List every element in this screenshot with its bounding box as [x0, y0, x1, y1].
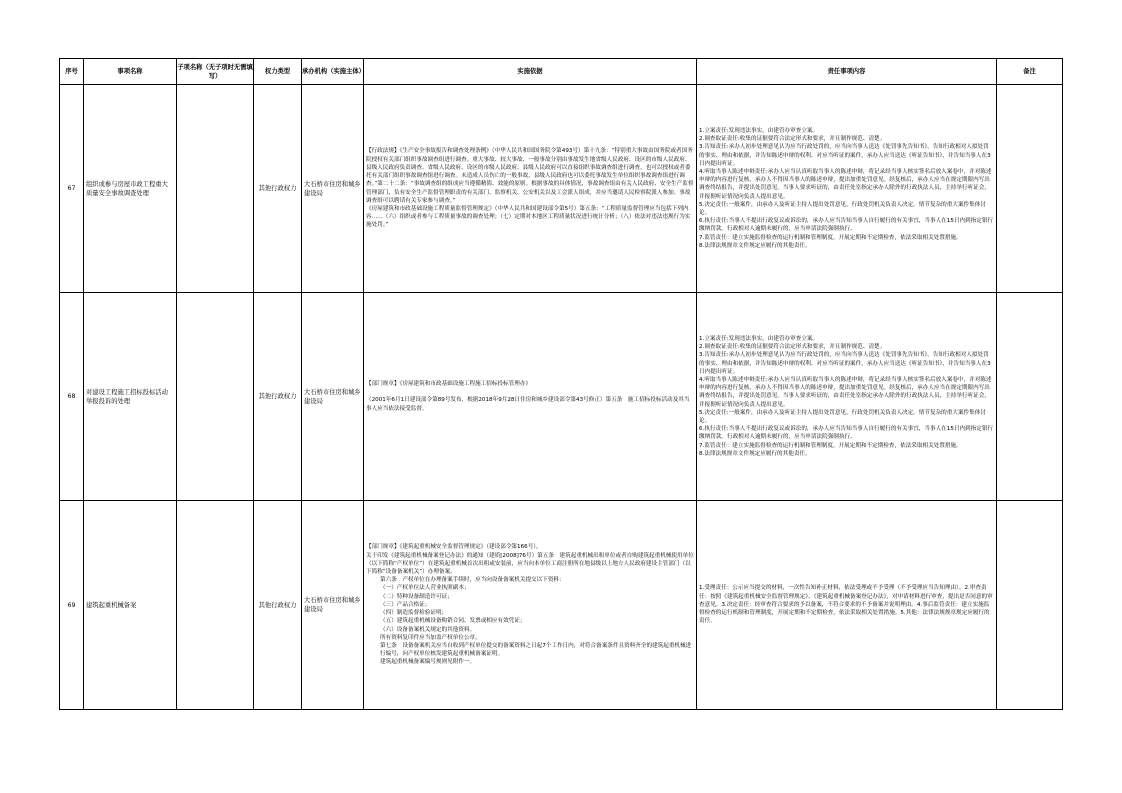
cell-agency: 大石桥市住房和城乡建设局: [302, 85, 364, 293]
cell-remark: [997, 85, 1063, 293]
basis-paragraph: 【部门规章】《建筑起重机械安全监督管理规定》（建设部令第166号），: [366, 544, 542, 551]
duty-item: 1.立案责任:发现违法事实，由建管办审查立案。: [699, 335, 819, 342]
duty-item: 6.执行责任:当事人不提出行政复议或诉讼的，承办人应当告知当事人自行履行的有关事宜，当事人在15日内到指定银行缴纳罚款。行政相对人逾期未履行的，应当申请法院强制执行。: [699, 426, 994, 441]
cell-basis: [364, 85, 697, 293]
cell-agency: 大石桥市住房和城乡建设局: [302, 501, 364, 710]
cell-item-name: 组织或参与房屋市政工程重大质量安全事故调查处理: [84, 85, 177, 293]
cell-sub-item: [177, 85, 254, 293]
header-row: [60, 59, 1063, 85]
header-basis: 实施依据: [364, 59, 697, 85]
cell-power-type: 其他行政权力: [254, 501, 302, 710]
basis-paragraph: 【行政法规】《生产安全事故报告和调查处理条例》（中华人民共和国国务院令第493号）第十九条：“特别重大事故由国务院或者国务院授权有关部门组织事故调查组进行调查。重大事故、较大事故、一般事故分别由事故发生地省级人民政府、设区的市级人民政府、县级人民政府负责调查。省级人民政府、设区的市级人民政府、县级人民政府可以直接组织事故调查组进行调查，也可以授权或者委托有关部门组织事故调查组进行调查。未造成人员伤亡的一般事故，县级人民政府也可以委托事故发生单位组织事故调查组进行调查。”第二十二条：“事故调查组的组成应当遵循精简、效能的原则。根据事故的具体情况，事故调查组由有关人民政府、安全生产监督管理部门、负有安全生产监督管理职责的有关部门、监察机关、公安机关以及工会派人组成，并应当邀请人民检察院派人参加。事故调查组可以聘请有关专家参与调查。”: [366, 148, 694, 204]
cell-agency: 大石桥市住房和城乡建设局: [302, 293, 364, 501]
cell-remark: [997, 293, 1063, 501]
duty-item: 1.立案责任:发现违法事实，由建管办审查立案。: [699, 127, 819, 134]
header-remark: 备注: [997, 59, 1063, 85]
basis-list-item: （二）特种设备制造许可证；: [380, 593, 453, 600]
duty-item: 6.执行责任:当事人不提出行政复议或诉讼的，承办人应当告知当事人自行履行的有关事宜，当事人在15日内到指定银行缴纳罚款。行政相对人逾期未履行的，应当申请法院强制执行。: [699, 218, 994, 233]
table-row: [60, 501, 1063, 710]
cell-basis: [364, 293, 697, 501]
header-duties: 责任事项内容: [697, 59, 997, 85]
header-sub-item: 子项名称（无子项时无需填写）: [177, 59, 254, 85]
basis-paragraph: 所有资料复印件应当加盖产权单位公章。: [380, 634, 481, 641]
table-row: [60, 293, 1063, 501]
cell-item-name: 对建设工程施工招标投标活动举报投诉的处理: [84, 293, 177, 501]
header-seq: 序号: [60, 59, 84, 85]
cell-item-name: 建筑起重机械备案: [84, 501, 177, 710]
duty-item: 3.告知责任:承办人初步处理意见认为应当行政处罚的，应当向当事人送达《处罚事先告知书》，告知行政相对人拟处罚的事实、理由和依据，并告知陈述申辩的权利。对应当听证的案件，承办人应当送达《听证告知书》，并告知当事人在3日内提出听证。: [699, 352, 991, 375]
cell-duties: [697, 85, 997, 293]
basis-paragraph: 【部门规章】《房屋建筑和市政基础设施工程施工招标投标管理办》: [366, 381, 532, 388]
duty-item: 5.决定责任:一般案件，由承办人及听证主持人提出处罚意见，行政处罚机关负责人决定。情节复杂的重大案件集体讨论。: [699, 201, 986, 216]
cell-remark: [997, 501, 1063, 710]
duty-item: 3.告知责任:承办人初步处理意见认为应当行政处罚的，应当向当事人送达《处罚事先告知书》，告知行政相对人拟处罚的事实、理由和依据，并告知陈述申辩的权利。对应当听证的案件，承办人应当送达《听证告知书》，并告知当事人在3日内提出听证。: [699, 144, 991, 167]
duty-item: 7.监管责任：建立实施监督检查的运行机制和管理制度，开展定期和不定期检查，依法采取相关处置措施。: [699, 442, 962, 449]
cell-power-type: 其他行政权力: [254, 293, 302, 501]
table-row: [60, 85, 1063, 293]
cell-power-type: 其他行政权力: [254, 85, 302, 293]
header-power-type: 权力类型: [254, 59, 302, 85]
header-item-name: 事项名称: [84, 59, 177, 85]
basis-paragraph: 第七条 设备备案机关应当自收到产权单位提交的备案资料之日起7个工作日内，对符合备案条件且资料齐全的建筑起重机械进行编号，向产权单位核发建筑起重机械备案证明。: [380, 642, 692, 658]
duty-item: 4.听取当事人陈述申辩责任:承办人应当认真听取当事人的陈述申辩，将记录经当事人核实签名后放入案卷中，并对陈述申辩的内容进行复核，承办人不得因当事人的陈述申辩，提出加重处罚意见。经复核后，承办人应当在规定期限内写出调查终结报告，并提出处罚意见。当事人要求听证的，由责任处室指定承办人除外的行政执法人员，主持举行听证会，并报据听证情况向负责人提出意见。: [699, 168, 992, 200]
responsibility-table: [59, 58, 1063, 710]
basis-paragraph: 建筑起重机械备案编号规则见附件一。: [380, 659, 476, 666]
basis-list-item: （四）制造监督检验证明；: [380, 610, 448, 617]
duty-item: 2.调查取证责任:收集的证据要符合法定形式和要求，并且制作规范、清楚。: [699, 344, 886, 351]
basis-paragraph: 《房屋建筑和市政基础设施工程质量监督管理规定》（中华人民共和国建设部令第5号）第五条：“工程质量监督管理应当包括下列内容……（六）组织或者参与工程质量事故的调查处理；（七）定期对本地区工程质量状况进行统计分析；（八）依法对违法违规行为实施处罚。”: [366, 205, 691, 229]
basis-list-item: （五）建筑起重机械设备购销合同、发票或相应有效凭证；: [380, 618, 526, 625]
duty-item: 4.听取当事人陈述申辩责任:承办人应当认真听取当事人的陈述申辩，将记录经当事人核实签名后放入案卷中，并对陈述申辩的内容进行复核，承办人不得因当事人的陈述申辩，提出加重处罚意见。经复核后，承办人应当在规定期限内写出调查终结报告，并提出处罚意见。当事人要求听证的，由责任处室指定承办人除外的行政执法人员，主持举行听证会，并报据听证情况向负责人提出意见。: [699, 376, 992, 408]
basis-list-item: （一）产权单位法人营业执照副本；: [380, 585, 470, 592]
cell-basis: [364, 501, 697, 710]
cell-sub-item: [177, 501, 254, 710]
header-agency: 承办机构（实施主体）: [302, 59, 364, 85]
cell-seq: 67: [60, 85, 84, 293]
cell-duties: [697, 293, 997, 501]
basis-paragraph: 第六条 产权单位在办理备案手续时，应当向设备备案机关提交以下资料：: [380, 577, 565, 584]
cell-seq: 69: [60, 501, 84, 710]
cell-sub-item: [177, 293, 254, 501]
basis-list-item: （六）设备备案机关规定的其他资料。: [380, 626, 476, 633]
cell-seq: 68: [60, 293, 84, 501]
basis-paragraph: （2001年6月1日建设部令第89号发布，根据2018年9月28日住房和城乡建设部令第43号修正）第五条 施工招标投标活动及其当事人应当依法接受监督。: [366, 397, 690, 412]
duty-item: 5.决定责任:一般案件，由承办人及听证主持人提出处罚意见，行政处罚机关负责人决定。情节复杂的重大案件集体讨论。: [699, 409, 986, 424]
duty-item: 8.法律法规规章文件规定应履行的其他责任。: [699, 450, 811, 457]
duty-item: 2.调查取证责任:收集的证据要符合法定形式和要求，并且制作规范、清楚。: [699, 136, 886, 143]
duty-item: 1.受理责任：公示应当提交的材料，一次性告知补正材料，依法受理或不予受理（不予受理应当告知理由）。2.审查责任：按照《建筑起重机械安全监督管理规定》、《建筑起重机械备案登记办法》，对申请材料进行审查，提出是否同意的审查意见。3.决定责任：经审查符合要求的予以备案，不符合要求的不予备案并说明理由。4.事后监管责任：建立实施监督检查的运行机制和管理制度，开展定期和不定期检查，依法采取相关处置措施。5.其他：法律法规规章规定应履行的责任。: [699, 585, 993, 625]
basis-paragraph: 关于印发《建筑起重机械备案登记办法》的通知（建质[2008]76号）第五条 建筑起重机械出租单位或者自购建筑起重机械使用单位（以下简称“产权单位”）在建筑起重机械首次出租或安装前，应当向本单位工商注册所在地县级以上地方人民政府建设主管部门（以下简称“设备备案机关”）办理备案。: [366, 552, 694, 576]
cell-duties: [697, 501, 997, 710]
duty-item: 7.监管责任：建立实施监督检查的运行机制和管理制度，开展定期和不定期检查，依法采取相关处置措施。: [699, 234, 962, 241]
duty-item: 8.法律法规规章文件规定应履行的其他责任。: [699, 242, 811, 249]
basis-list-item: （三）产品合格证；: [380, 601, 431, 608]
